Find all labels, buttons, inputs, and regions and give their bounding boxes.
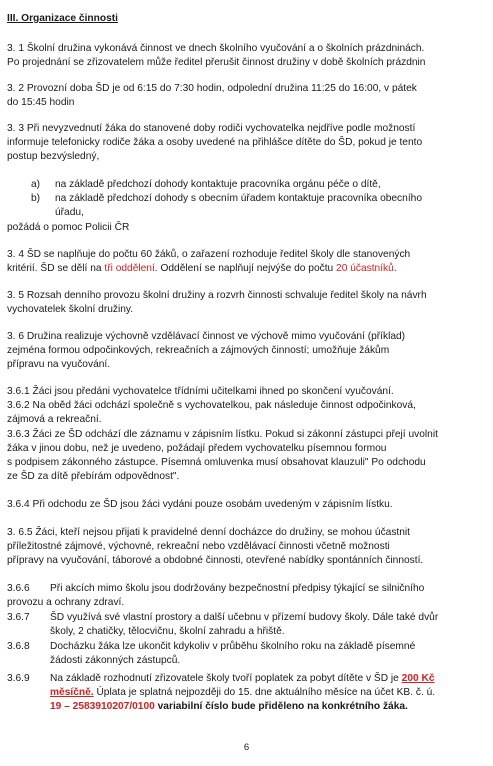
para-3-2-line2: do 15:45 hodin [7,97,75,108]
para-3-6-9-text-a: Na základě rozhodnutí zřizovatele školy tvoří poplatek za pobyt dítěte v ŠD je [50,673,402,684]
para-3-4-line2 [7,262,397,275]
para-3-6-6-line1: Při akcích mimo školu jsou dodržovány bezpečnostní předpisy týkající se silničního [50,583,425,594]
para-3-6-8-number: 3.6.8 [7,641,30,652]
para-3-6-9-text-b: Úplata je splatná nejpozději do 15. dne aktuálního měsíce na účet KB. č. ú. [93,687,436,698]
para-3-6-8-line2: žádosti zákonných zástupců. [50,655,181,666]
para-3-6-5-line2: příležitostné zájmové, výchovné, rekreační nebo vzdělávací činnosti včetně možnosti [7,541,390,552]
para-3-6-4: 3.6.4 Při odchodu ze ŠD jsou žáci vydáni pouze osobám uvedeným v zápisním lístku. [7,499,393,510]
highlight-fee-amount: 200 Kč [401,673,435,684]
para-3-4-text-a: kritérií. ŠD se dělí na [7,263,105,274]
para-3-4-text-c: . [393,263,397,274]
para-3-6-2-line1: 3.6.2 Na oběd žáci odchází společně s vychovatelkou, pak následuje činnost odpočinková, [7,400,416,411]
para-3-6-line1: 3. 6 Družina realizuje výchovně vzdělávací činnost ve výchově mimo vyučování (příklad) [7,331,406,342]
para-3-4-text-b: . Oddělení se naplňují nejvýše do počtu [154,263,337,274]
highlight-20-ucastniku: 20 účastníků [336,263,394,274]
para-3-6-3-line2: žáka v jinou dobu, než je uvedeno, požádají předem vychovatelku písemnou formou [7,443,387,454]
highlight-account-number: 19 – 2583910207/0100 [50,701,155,712]
para-3-5-line1: 3. 5 Rozsah denního provozu školní družiny a rozvrh činnosti schvaluje ředitel školy na návrh [7,290,427,301]
para-3-6-line3: přípravu na vyučování. [7,359,111,370]
para-3-6-9-number: 3.6.9 [7,673,30,684]
list-item-a: na základě předchozí dohody kontaktuje pracovníka orgánu péče o dítě, [55,179,381,190]
para-3-6-line2: zejména formou odpočinkových, rekreačních a zájmových činností; umožňuje žákům [7,345,390,356]
para-3-6-9-line1 [50,672,435,685]
para-3-3-line2: informuje telefonicky rodiče žáka a osoby uvedené na přihlášce dítěte do ŠD, pokud je tento [7,137,423,148]
para-3-1-line1: 3. 1 Školní družina vykonává činnost ve dnech školního vyučování a o školních prázdninách. [7,43,425,54]
page-number: 6 [243,742,250,753]
para-3-6-7-number: 3.6.7 [7,612,30,623]
para-3-6-9-variable-symbol: variabilní číslo bude přiděleno na konkrétního žáka. [154,701,408,712]
para-3-6-1: 3.6.1 Žáci jsou předáni vychovatelce třídními učitelkami ihned po skončení vyučování. [7,386,394,397]
para-3-3-tail: požádá o pomoc Policii ČR [7,222,130,233]
para-3-3-line1: 3. 3 Při nevyzvednutí žáka do stanovené doby rodiči vychovatelka nejdříve podle možností [7,123,416,134]
para-3-6-8-line1: Docházku žáka lze ukončit kdykoliv v průběhu školního roku na základě písemné [50,641,416,652]
para-3-5-line2: vychovatelek školní družiny. [7,304,134,315]
para-3-3-line3: postup bezvýsledný, [7,151,100,162]
list-marker-b: b) [31,193,41,204]
para-3-6-5-line3: přípravy na vyučování, táborové a obdobné činnosti, otevřené nabídky spontánních činností. [7,555,424,566]
para-3-6-3-line3: s podpisem zákonného zástupce. Písemná omluvenka musí obsahovat klauzuli" Po odchodu [7,457,426,468]
para-3-6-3-line4: ze ŠD za dítě přebírám odpovědnost". [7,471,180,482]
para-3-6-7-line1: ŠD využívá své vlastní prostory a další učebnu v přízemí budovy školy. Dále také dvůr [50,612,439,623]
para-3-6-9-line2 [50,686,435,699]
highlight-tri-oddeleni: tři oddělení [104,263,155,274]
para-3-6-5-line1: 3. 6.5 Žáci, kteří nejsou přijati k pravidelné denní docházce do družiny, se mohou účastnit [7,527,411,538]
para-3-6-7-line2: školy, 2 chatičky, tělocvičnu, školní zahradu a hřiště. [50,626,285,637]
para-3-6-9-line3 [50,700,408,713]
section-title: III. Organizace činnosti [7,13,118,24]
para-3-6-6-line2: provozu a ochrany zdraví. [7,597,125,608]
highlight-fee-period: měsíčně. [50,687,94,698]
list-marker-a: a) [31,179,41,190]
para-3-1-line2: Po projednání se zřizovatelem může ředitel přerušit činnost družiny v době školních prázdnin [7,57,426,68]
para-3-2-line1: 3. 2 Provozní doba ŠD je od 6:15 do 7:30 hodin, odpolední družina 11:25 do 16:00, v pátek [7,83,417,94]
para-3-6-6-number: 3.6.6 [7,583,30,594]
para-3-6-2-line2: zájmová a rekreační. [7,414,102,425]
list-item-b-line2: úřadu, [55,207,84,218]
para-3-4-line1: 3. 4 ŠD se naplňuje do počtu 60 žáků, o zařazení rozhoduje ředitel školy dle stanovených [7,249,411,260]
para-3-6-3-line1: 3.6.3 Žáci ze ŠD odchází dle záznamu v zápisním lístku. Pokud si zákonní zástupci přejí uvolnit [7,429,438,440]
list-item-b-line1: na základě předchozí dohody s obecním úřadem kontaktuje pracovníka obecního [55,193,422,204]
